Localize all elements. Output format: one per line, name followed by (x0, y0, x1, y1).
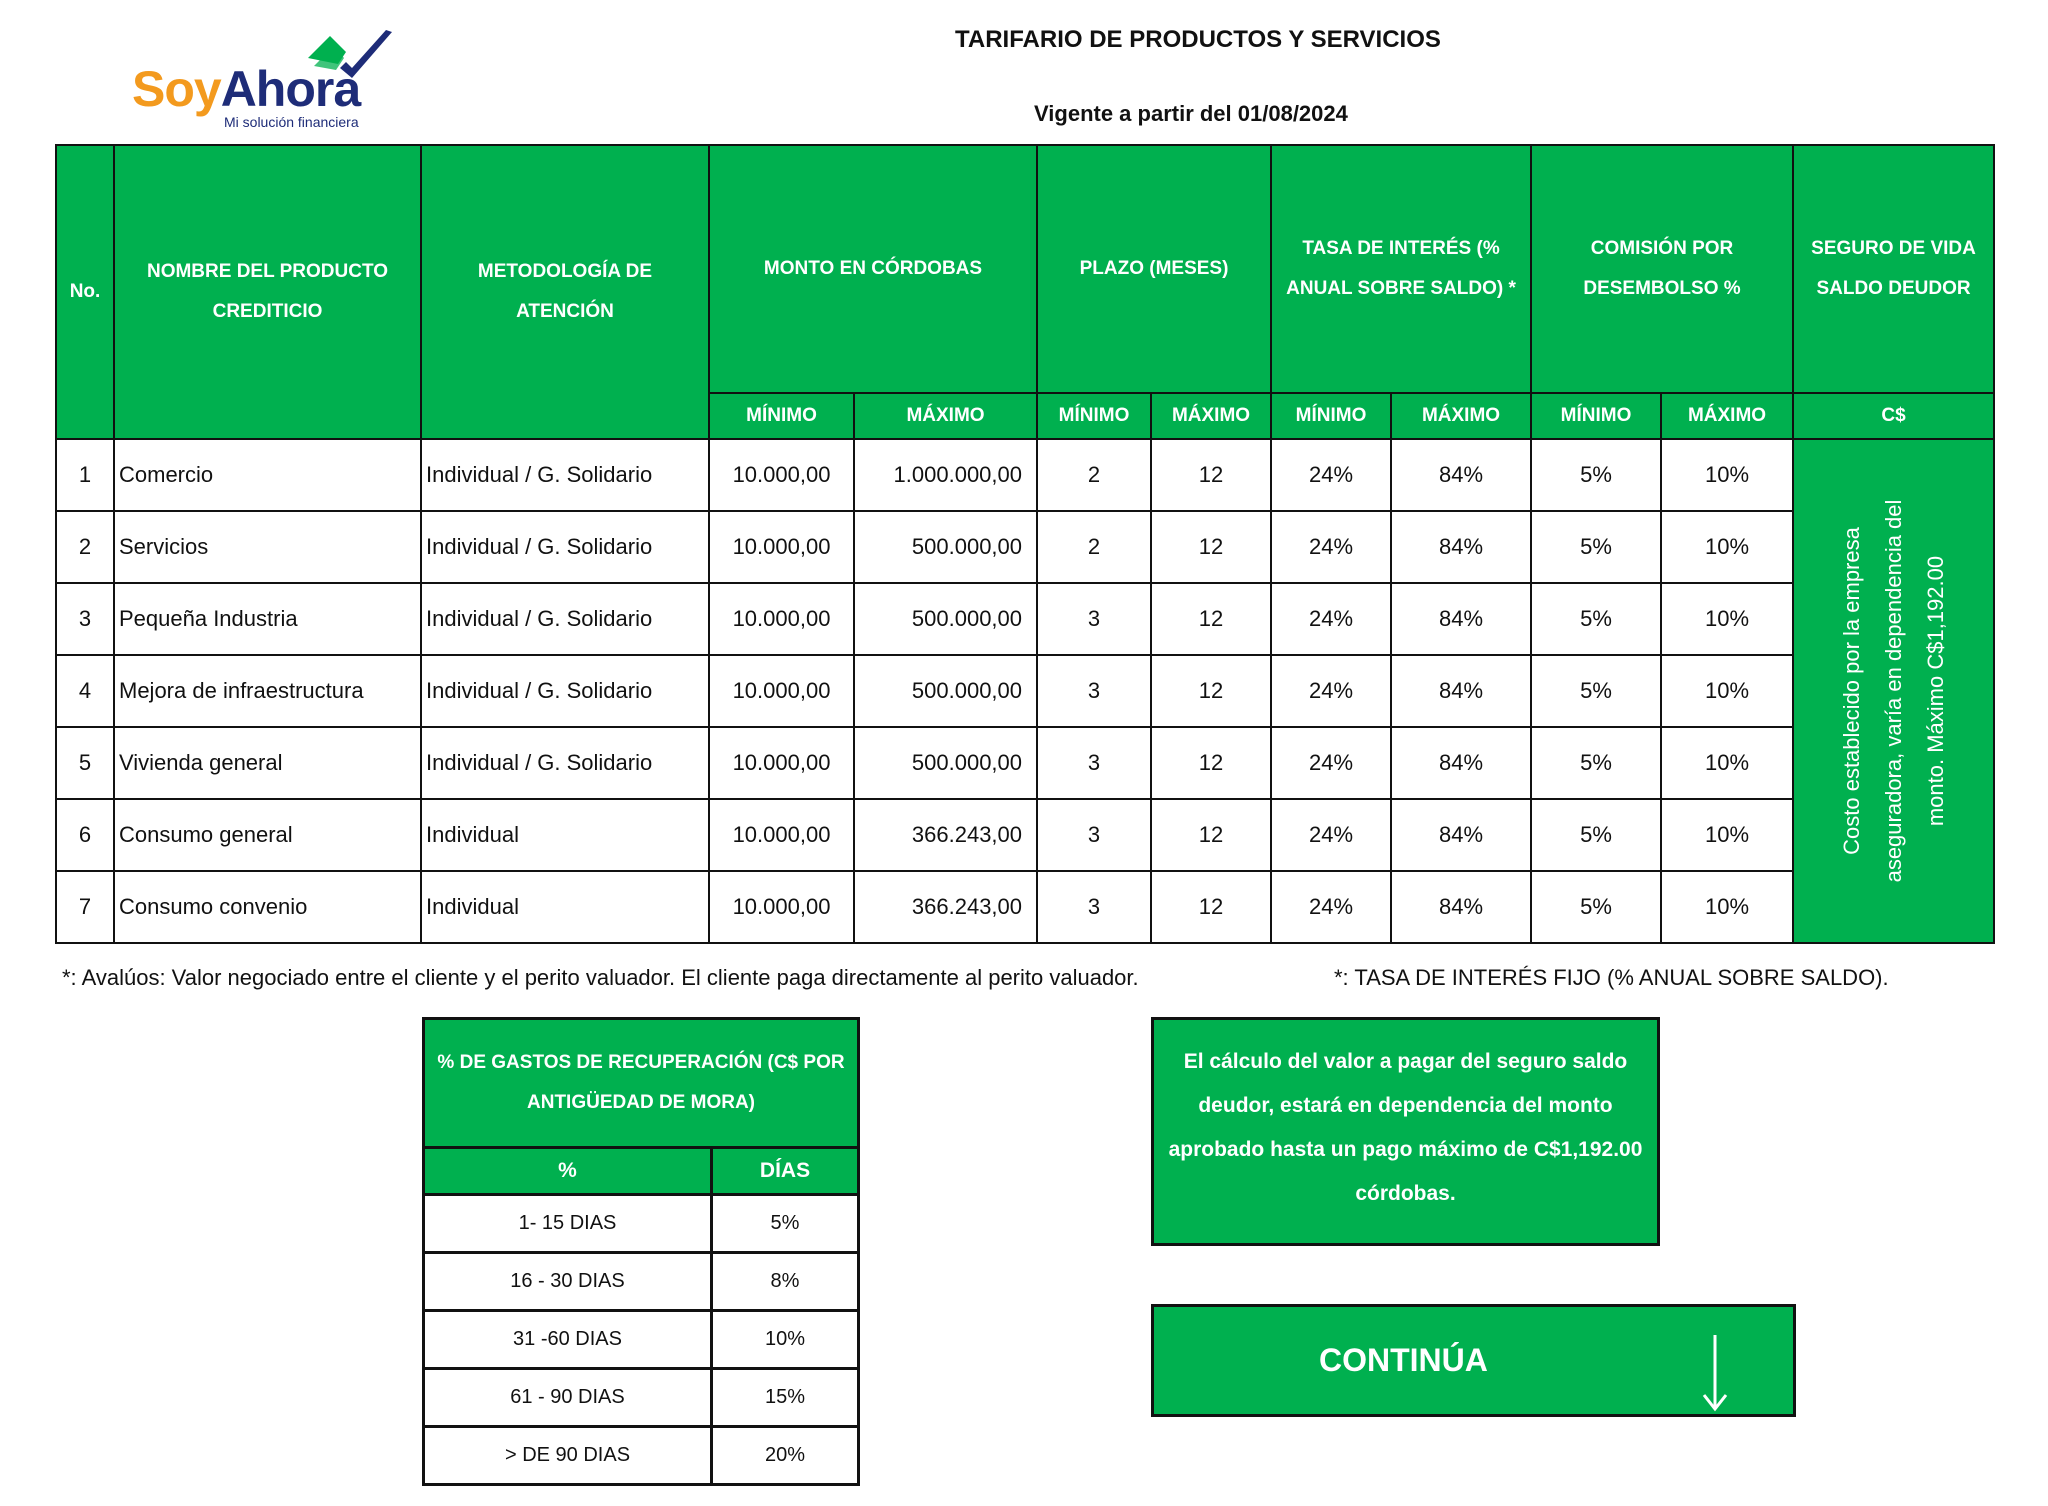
rates-table (55, 144, 1995, 944)
cell-term-max: 12 (1151, 583, 1271, 655)
subheader-max: MÁXIMO (1391, 393, 1531, 439)
cell-comm-max: 10% (1661, 439, 1793, 511)
cell-rate-max: 84% (1391, 511, 1531, 583)
cell-rate-max: 84% (1391, 871, 1531, 943)
cell-comm-min: 5% (1531, 511, 1661, 583)
cell-amount-min: 10.000,00 (709, 727, 854, 799)
cell-product: Servicios (114, 511, 421, 583)
cell-term-max: 12 (1151, 799, 1271, 871)
recovery-pct: 8% (712, 1253, 859, 1311)
cell-term-min: 2 (1037, 511, 1151, 583)
cell-no: 7 (56, 871, 114, 943)
cell-method: Individual (421, 871, 709, 943)
subheader-max: MÁXIMO (1661, 393, 1793, 439)
cell-comm-min: 5% (1531, 655, 1661, 727)
cell-comm-max: 10% (1661, 727, 1793, 799)
cell-method: Individual / G. Solidario (421, 655, 709, 727)
cell-term-max: 12 (1151, 871, 1271, 943)
header-term: PLAZO (MESES) (1037, 145, 1271, 393)
cell-rate-min: 24% (1271, 655, 1391, 727)
recovery-pct: 5% (712, 1195, 859, 1253)
logo-wordmark: SoyAhora (132, 61, 361, 117)
cell-term-min: 2 (1037, 439, 1151, 511)
cell-term-max: 12 (1151, 511, 1271, 583)
page-subtitle: Vigente a partir del 01/08/2024 (1034, 101, 1348, 126)
header-product: NOMBRE DEL PRODUCTO CREDITICIO (114, 145, 421, 439)
recovery-range: 1- 15 DIAS (424, 1195, 712, 1253)
cell-term-min: 3 (1037, 583, 1151, 655)
cell-amount-max: 500.000,00 (854, 583, 1037, 655)
cell-rate-min: 24% (1271, 439, 1391, 511)
header-rate: TASA DE INTERÉS (% ANUAL SOBRE SALDO) * (1271, 145, 1531, 393)
recovery-pct: 15% (712, 1369, 859, 1427)
subheader-min: MÍNIMO (1037, 393, 1151, 439)
cell-amount-max: 500.000,00 (854, 655, 1037, 727)
cell-comm-min: 5% (1531, 727, 1661, 799)
cell-rate-max: 84% (1391, 799, 1531, 871)
cell-amount-max: 500.000,00 (854, 511, 1037, 583)
cell-comm-max: 10% (1661, 655, 1793, 727)
cell-comm-min: 5% (1531, 871, 1661, 943)
cell-term-min: 3 (1037, 799, 1151, 871)
recovery-pct: 10% (712, 1311, 859, 1369)
cell-rate-max: 84% (1391, 439, 1531, 511)
table-row (424, 1253, 859, 1311)
cell-amount-min: 10.000,00 (709, 511, 854, 583)
subheader-currency: C$ (1793, 393, 1994, 439)
header-method: METODOLOGÍA DE ATENCIÓN (421, 145, 709, 439)
cell-amount-min: 10.000,00 (709, 439, 854, 511)
recovery-title: % DE GASTOS DE RECUPERACIÓN (C$ POR ANTIGÜEDAD DE MORA) (424, 1019, 859, 1148)
cell-term-max: 12 (1151, 439, 1271, 511)
recovery-pct: 20% (712, 1427, 859, 1485)
insurance-cell (1793, 439, 1994, 943)
cell-comm-max: 10% (1661, 871, 1793, 943)
cell-no: 3 (56, 583, 114, 655)
recovery-col-days: DÍAS (712, 1148, 859, 1195)
cell-no: 6 (56, 799, 114, 871)
header-no: No. (56, 145, 114, 439)
cell-term-max: 12 (1151, 655, 1271, 727)
cell-rate-max: 84% (1391, 727, 1531, 799)
subheader-max: MÁXIMO (854, 393, 1037, 439)
cell-product: Consumo general (114, 799, 421, 871)
arrow-down-icon (1700, 1333, 1730, 1413)
cell-amount-max: 366.243,00 (854, 871, 1037, 943)
cell-method: Individual / G. Solidario (421, 727, 709, 799)
table-row (56, 511, 1994, 583)
cell-product: Mejora de infraestructura (114, 655, 421, 727)
header-commission: COMISIÓN POR DESEMBOLSO % (1531, 145, 1793, 393)
recovery-table (422, 1017, 860, 1486)
cell-amount-min: 10.000,00 (709, 583, 854, 655)
recovery-range: 31 -60 DIAS (424, 1311, 712, 1369)
cell-rate-min: 24% (1271, 511, 1391, 583)
table-row (424, 1369, 859, 1427)
cell-rate-min: 24% (1271, 871, 1391, 943)
page-title: TARIFARIO DE PRODUCTOS Y SERVICIOS (955, 26, 1441, 53)
cell-amount-max: 500.000,00 (854, 727, 1037, 799)
table-row (56, 727, 1994, 799)
insurance-note: Costo establecido por la empresa aseguradora, varía en dependencia del monto. Máximo C$1,192.00 (1838, 499, 1948, 883)
recovery-range: > DE 90 DIAS (424, 1427, 712, 1485)
cell-product: Comercio (114, 439, 421, 511)
cell-amount-max: 1.000.000,00 (854, 439, 1037, 511)
cell-method: Individual / G. Solidario (421, 439, 709, 511)
cell-rate-max: 84% (1391, 655, 1531, 727)
header-amount: MONTO EN CÓRDOBAS (709, 145, 1037, 393)
cell-amount-min: 10.000,00 (709, 655, 854, 727)
cell-amount-min: 10.000,00 (709, 871, 854, 943)
cell-term-min: 3 (1037, 727, 1151, 799)
cell-term-min: 3 (1037, 871, 1151, 943)
subheader-min: MÍNIMO (1531, 393, 1661, 439)
table-row (56, 871, 1994, 943)
cell-amount-min: 10.000,00 (709, 799, 854, 871)
cell-product: Pequeña Industria (114, 583, 421, 655)
footnote-appraisal: *: Avalúos: Valor negociado entre el cliente y el perito valuador. El cliente paga directamente al perito valuador. (62, 965, 1139, 990)
cell-comm-max: 10% (1661, 799, 1793, 871)
table-row (56, 439, 1994, 511)
cell-no: 2 (56, 511, 114, 583)
cell-no: 5 (56, 727, 114, 799)
cell-method: Individual (421, 799, 709, 871)
cell-no: 4 (56, 655, 114, 727)
continue-label: CONTINÚA (1319, 1342, 1488, 1378)
cell-method: Individual / G. Solidario (421, 511, 709, 583)
subheader-min: MÍNIMO (709, 393, 854, 439)
table-row (424, 1195, 859, 1253)
cell-comm-max: 10% (1661, 511, 1793, 583)
cell-product: Consumo convenio (114, 871, 421, 943)
cell-comm-max: 10% (1661, 583, 1793, 655)
cell-rate-min: 24% (1271, 799, 1391, 871)
table-row (424, 1427, 859, 1485)
logo-tagline: Mi solución financiera (224, 114, 359, 130)
table-row (56, 583, 1994, 655)
cell-comm-min: 5% (1531, 439, 1661, 511)
cell-term-max: 12 (1151, 727, 1271, 799)
recovery-col-pct: % (424, 1148, 712, 1195)
cell-comm-min: 5% (1531, 583, 1661, 655)
recovery-range: 16 - 30 DIAS (424, 1253, 712, 1311)
cell-rate-min: 24% (1271, 727, 1391, 799)
header-insurance: SEGURO DE VIDA SALDO DEUDOR (1793, 145, 1994, 393)
cell-product: Vivienda general (114, 727, 421, 799)
insurance-info-box: El cálculo del valor a pagar del seguro saldo deudor, estará en dependencia del monto aprobado hasta un pago máximo de C$1,192.00 córdobas. (1151, 1017, 1660, 1246)
continue-button[interactable] (1151, 1304, 1796, 1417)
cell-no: 1 (56, 439, 114, 511)
table-row (424, 1311, 859, 1369)
recovery-range: 61 - 90 DIAS (424, 1369, 712, 1427)
subheader-max: MÁXIMO (1151, 393, 1271, 439)
subheader-min: MÍNIMO (1271, 393, 1391, 439)
cell-method: Individual / G. Solidario (421, 583, 709, 655)
cell-term-min: 3 (1037, 655, 1151, 727)
cell-comm-min: 5% (1531, 799, 1661, 871)
table-row (56, 655, 1994, 727)
table-row (56, 799, 1994, 871)
cell-rate-max: 84% (1391, 583, 1531, 655)
cell-rate-min: 24% (1271, 583, 1391, 655)
cell-amount-max: 366.243,00 (854, 799, 1037, 871)
footnote-rate: *: TASA DE INTERÉS FIJO (% ANUAL SOBRE SALDO). (1334, 965, 1889, 990)
